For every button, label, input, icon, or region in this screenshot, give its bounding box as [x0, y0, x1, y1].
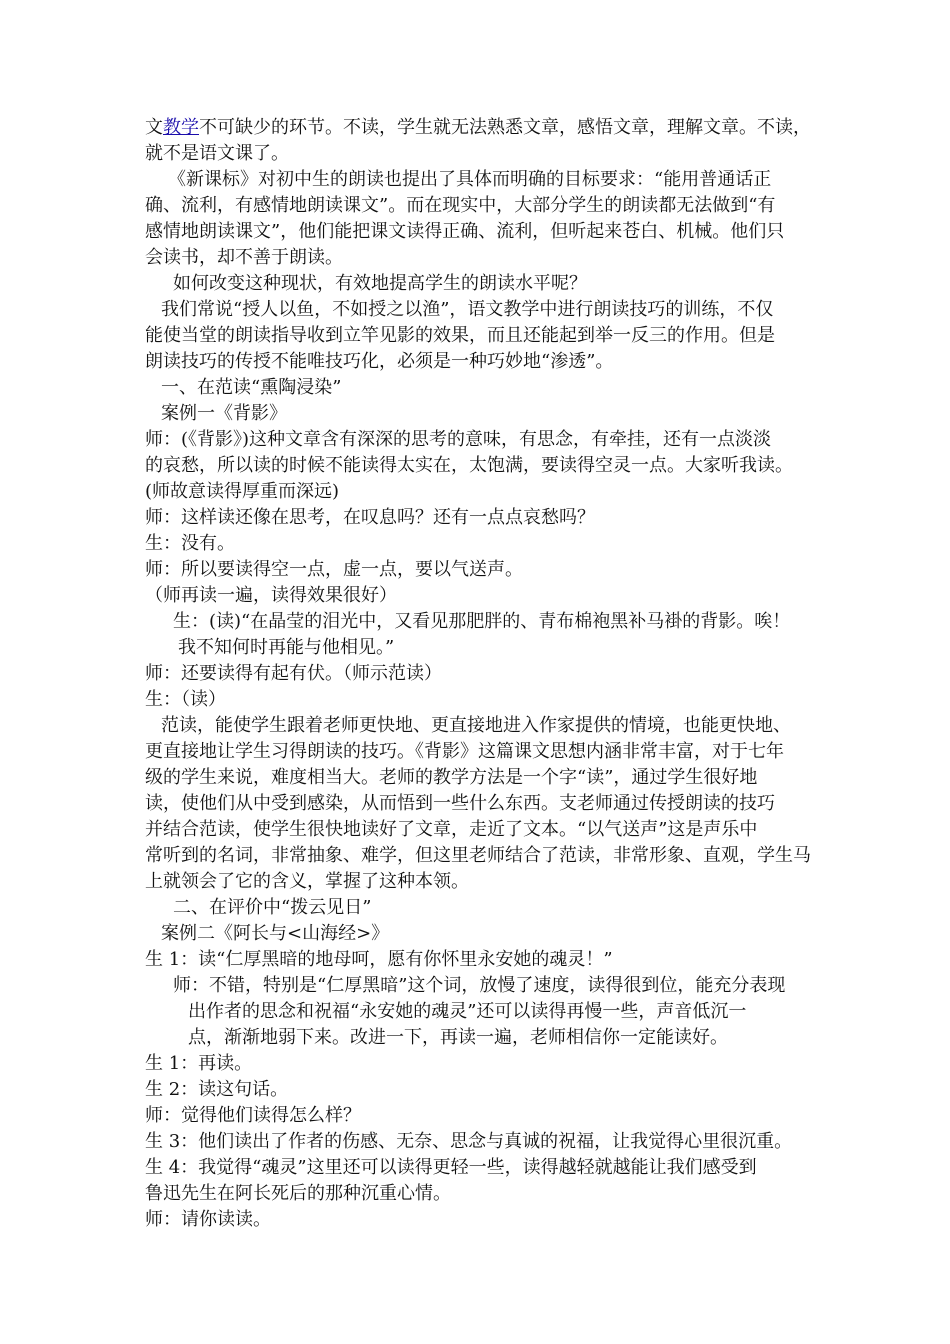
- paragraph-line: 确、流利，有感情地朗读课文”。而在现实中，大部分学生的朗读都无法做到“有: [145, 195, 776, 216]
- intro-line-2: 就不是语文课了。: [145, 143, 289, 164]
- paragraph-line: 读，使他们从中受到感染，从而悟到一些什么东西。支老师通过传授朗读的技巧: [145, 793, 775, 814]
- dialogue-line: 师：还要读得有起有伏。（师示范读）: [145, 663, 442, 684]
- paragraph-line: 范读，能使学生跟着老师更快地、更直接地进入作家提供的情境，也能更快地、: [161, 715, 791, 736]
- paragraph-line: 能使当堂的朗读指导收到立竿见影的效果，而且还能起到举一反三的作用。但是: [145, 325, 775, 346]
- intro-suffix: 不可缺少的环节。不读，学生就无法熟悉文章，感悟文章，理解文章。不读，: [199, 117, 811, 138]
- paragraph-line: 常听到的名词，非常抽象、难学，但这里老师结合了范读，非常形象、直观，学生马: [145, 845, 811, 866]
- paragraph-line: 《新课标》对初中生的朗读也提出了具体而明确的目标要求：“能用普通话正: [168, 169, 772, 190]
- dialogue-line: 师：所以要读得空一点，虚一点，要以气送声。: [145, 559, 523, 580]
- paragraph-line: 并结合范读，使学生很快地读好了文章，走近了文本。“以气送声”这是声乐中: [145, 819, 758, 840]
- paragraph-line: 会读书，却不善于朗读。: [145, 247, 343, 268]
- teaching-link[interactable]: 教学: [163, 117, 199, 138]
- intro-prefix: 文: [145, 117, 163, 138]
- dialogue-line: 生 4：我觉得“魂灵”这里还可以读得更轻一些，读得越轻就越能让我们感受到: [145, 1157, 757, 1178]
- dialogue-line: 生 1：再读。: [145, 1053, 253, 1074]
- section-heading: 二、在评价中“拨云见日”: [173, 897, 372, 918]
- paragraph-line: 更直接地让学生习得朗读的技巧。《背影》这篇课文思想内涵非常丰富，对于七年: [145, 741, 784, 762]
- case-heading: 案例二《阿长与<山海经>》: [161, 923, 390, 944]
- dialogue-line: 鲁迅先生在阿长死后的那种沉重心情。: [145, 1183, 451, 1204]
- dialogue-line: 生 3：他们读出了作者的伤感、无奈、思念与真诚的祝福，让我觉得心里很沉重。: [145, 1131, 793, 1152]
- paragraph-line: 我们常说“授人以鱼，不如授之以渔”，语文教学中进行朗读技巧的训练，不仅: [161, 299, 774, 320]
- dialogue-line: 点，渐渐地弱下来。改进一下，再读一遍，老师相信你一定能读好。: [188, 1027, 728, 1048]
- dialogue-line: 师：觉得他们读得怎么样？: [145, 1105, 361, 1126]
- dialogue-line: 师：(《背影》)这种文章含有深深的思考的意味，有思念，有牵挂，还有一点淡淡: [145, 429, 772, 450]
- paragraph-line: 级的学生来说，难度相当大。老师的教学方法是一个字“读”，通过学生很好地: [145, 767, 758, 788]
- dialogue-line: 生 2：读这句话。: [145, 1079, 289, 1100]
- dialogue-line: 生：（读）: [145, 689, 226, 710]
- paragraph-line: 朗读技巧的传授不能唯技巧化，必须是一种巧妙地“渗透”。: [145, 351, 614, 372]
- case-heading: 案例一《背影》: [161, 403, 287, 424]
- dialogue-line: （师再读一遍，读得效果很好）: [145, 585, 397, 606]
- paragraph-line: 上就领会了它的含义，掌握了这种本领。: [145, 871, 469, 892]
- dialogue-line: 师：请你读读。: [145, 1209, 271, 1230]
- paragraph-line: 如何改变这种现状，有效地提高学生的朗读水平呢？: [173, 273, 587, 294]
- dialogue-line: 生 1：读“仁厚黑暗的地母呵，愿有你怀里永安她的魂灵！”: [145, 949, 613, 970]
- dialogue-line: 生：没有。: [145, 533, 235, 554]
- intro-line-1: [145, 115, 811, 141]
- dialogue-line: 的哀愁，所以读的时候不能读得太实在，太饱满，要读得空灵一点。大家听我读。: [145, 455, 793, 476]
- paragraph-line: 感情地朗读课文”，他们能把课文读得正确、流利，但听起来苍白、机械。他们只: [145, 221, 785, 242]
- dialogue-line: 我不知何时再能与他相见。”: [178, 637, 395, 658]
- section-heading: 一、在范读“熏陶浸染”: [161, 377, 342, 398]
- dialogue-line: 师：这样读还像在思考，在叹息吗？还有一点点哀愁吗？: [145, 507, 595, 528]
- dialogue-line: 生：(读)“在晶莹的泪光中，又看见那肥胖的、青布棉袍黑补马褂的背影。唉！: [173, 611, 791, 632]
- dialogue-line: (师故意读得厚重而深远): [145, 481, 340, 502]
- dialogue-line: 师：不错，特别是“仁厚黑暗”这个词，放慢了速度，读得很到位，能充分表现: [173, 975, 786, 996]
- dialogue-line: 出作者的思念和祝福“永安她的魂灵”还可以读得再慢一些，声音低沉一: [188, 1001, 747, 1022]
